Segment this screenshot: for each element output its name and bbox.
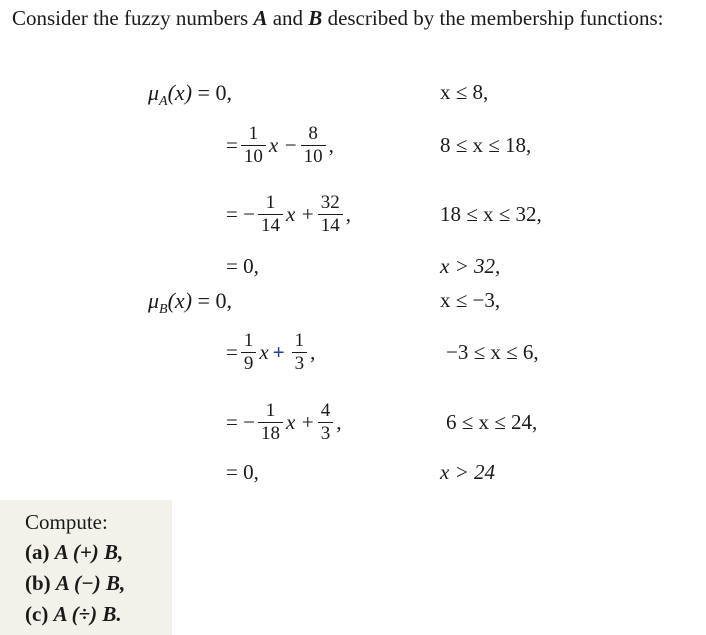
handwritten-plus: + bbox=[272, 339, 285, 364]
fraction: $\frac{1}{14}$ bbox=[258, 192, 283, 237]
fraction: $\frac{8}{10}$ bbox=[301, 123, 326, 168]
fraction: $\frac{4}{3}$ bbox=[318, 400, 334, 445]
compute-title: Compute: bbox=[25, 510, 108, 534]
fraction: $\frac{1}{9}$ bbox=[241, 330, 257, 375]
intro-text-2: described by the membership functions: bbox=[327, 6, 664, 30]
mu-a-row-3-cond: x > 32, bbox=[440, 254, 501, 278]
intro-text-1: Consider the fuzzy numbers bbox=[12, 6, 249, 30]
fuzzy-a-symbol: A bbox=[253, 6, 268, 30]
mu-a-row-2-expr: = − $\frac{1}{14}$ x + $\frac{32}{14}$ , bbox=[226, 191, 351, 236]
mu-a-lhs: $\mu_A(x) = 0$, bbox=[148, 80, 232, 109]
mu-b-row-2-cond: 6 ≤ x ≤ 24, bbox=[446, 410, 538, 434]
mu-a-row-1-cond: 8 ≤ x ≤ 18, bbox=[440, 133, 532, 157]
mu-b-row-2-expr: = − $\frac{1}{18}$ x + $\frac{4}{3}$ , bbox=[226, 399, 342, 444]
mu-b-lhs: $\mu_B(x) = 0$, bbox=[148, 288, 232, 317]
fraction: $\frac{32}{14}$ bbox=[318, 192, 343, 237]
mu-a-row-0-expr: = 0, bbox=[197, 80, 232, 105]
part-b: (b) A (−) B, bbox=[25, 571, 126, 595]
fraction: $\frac{1}{10}$ bbox=[241, 123, 266, 168]
part-c: (c) A (÷) B. bbox=[25, 602, 122, 626]
fuzzy-b-symbol: B bbox=[308, 6, 323, 30]
intro-and: and bbox=[272, 6, 304, 30]
mu-b-row-3-expr: = 0, bbox=[226, 460, 259, 484]
mu-a-row-2-cond: 18 ≤ x ≤ 32, bbox=[440, 202, 542, 226]
fraction: $\frac{1}{3}$ bbox=[292, 330, 308, 375]
mu-b-row-1-expr: = $\frac{1}{9}$ x + $\frac{1}{3}$ , bbox=[226, 329, 316, 374]
mu-a-row-1-expr: = $\frac{1}{10}$ x − $\frac{8}{10}$ , bbox=[226, 122, 334, 167]
mu-b-row-1-cond: −3 ≤ x ≤ 6, bbox=[446, 340, 539, 364]
mu-b-row-0-expr: = 0, bbox=[197, 288, 232, 313]
mu-b-row-3-cond: x > 24 bbox=[440, 460, 495, 484]
intro-paragraph bbox=[12, 4, 700, 32]
mu-a-row-0-cond: x ≤ 8, bbox=[440, 80, 489, 104]
fraction: $\frac{1}{18}$ bbox=[258, 400, 283, 445]
mu-b-row-0-cond: x ≤ −3, bbox=[440, 288, 501, 312]
part-a: (a) A (+) B, bbox=[25, 540, 124, 564]
mu-a-row-3-expr: = 0, bbox=[226, 254, 259, 278]
